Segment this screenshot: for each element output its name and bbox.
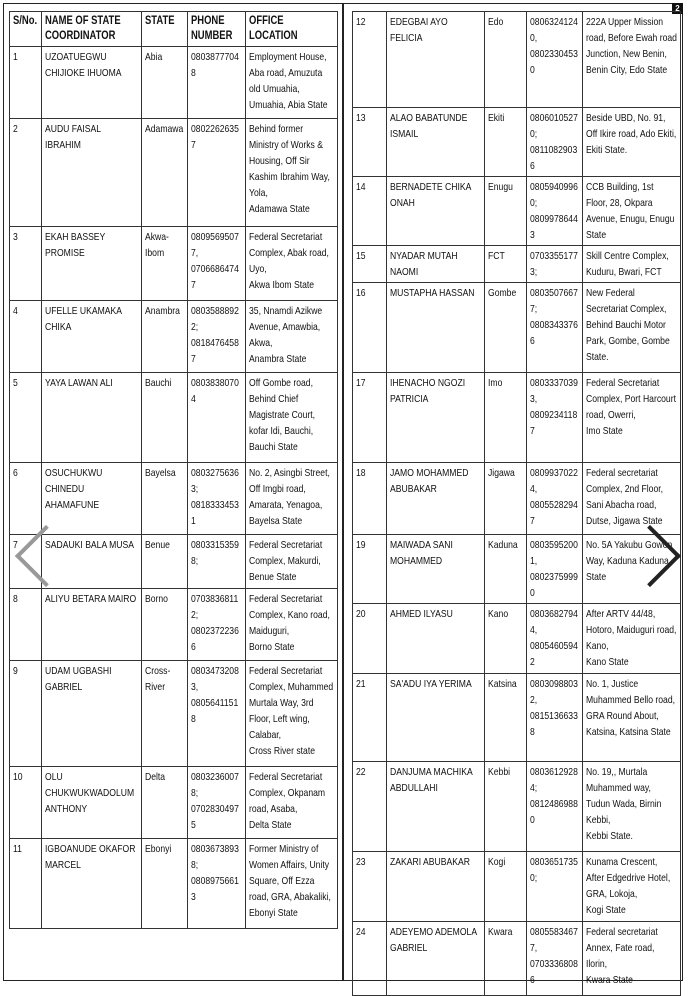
cell-state bbox=[142, 301, 188, 373]
office-text: 222A Upper Mission road, Before Ewah road Junction, New Benin, Benin City, Edo State bbox=[586, 16, 677, 76]
cell-name bbox=[42, 463, 142, 535]
cell-office bbox=[246, 767, 338, 839]
state-text: Abia bbox=[145, 51, 163, 63]
state-text: Ebonyi bbox=[145, 843, 172, 855]
office-text: Beside UBD, No. 91, Off Ikire road, Ado Ekiti, Ekiti State. bbox=[586, 112, 677, 156]
cell-name bbox=[387, 177, 485, 246]
cell-sno bbox=[353, 12, 387, 108]
cell-sno bbox=[353, 535, 387, 604]
cell-office bbox=[246, 301, 338, 373]
state-text: Cross-River bbox=[145, 665, 171, 693]
state-text: Enugu bbox=[488, 181, 513, 193]
name-text: AUDU FAISAL IBRAHIM bbox=[45, 123, 101, 151]
cell-office bbox=[583, 463, 681, 535]
cell-phone bbox=[527, 852, 583, 922]
cell-phone bbox=[527, 283, 583, 373]
office-text: No. 5A Yakubu Gowon Way, Kaduna Kaduna State bbox=[586, 539, 673, 583]
cell-name bbox=[387, 674, 485, 762]
cell-office bbox=[246, 839, 338, 929]
phone-text: 08035952001, 08023759990 bbox=[530, 539, 578, 599]
office-text: Federal Secretariat Complex, Abak road, Uyo, Akwa Ibom State bbox=[249, 231, 329, 291]
table-row bbox=[10, 119, 338, 227]
cell-state bbox=[485, 852, 527, 922]
cell-name bbox=[42, 373, 142, 463]
sno-text: 15 bbox=[356, 250, 366, 262]
cell-office bbox=[583, 604, 681, 674]
cell-state bbox=[142, 839, 188, 929]
page-number: 2 bbox=[672, 3, 683, 14]
cell-phone bbox=[188, 589, 246, 661]
cell-state bbox=[142, 767, 188, 839]
office-text: Federal secretariat Complex, 2nd Floor, Sani Abacha road, Dutse, Jigawa State bbox=[586, 467, 664, 527]
phone-text: 08036738938; 08089756613 bbox=[191, 843, 239, 903]
office-text: Skill Centre Complex, Kuduru, Bwari, FCT bbox=[586, 250, 669, 278]
state-text: Delta bbox=[145, 771, 166, 783]
name-text: ALIYU BETARA MAIRO bbox=[45, 593, 137, 605]
cell-name bbox=[42, 227, 142, 301]
cell-sno bbox=[10, 227, 42, 301]
table-row bbox=[10, 227, 338, 301]
cell-office bbox=[246, 589, 338, 661]
office-text: CCB Building, 1st Floor, 28, Okpara Avenue, Enugu, Enugu State bbox=[586, 181, 675, 241]
office-text: Federal Secretariat Complex, Port Harcourt road, Owerri, Imo State bbox=[586, 377, 676, 437]
name-text: SA'ADU IYA YERIMA bbox=[390, 678, 472, 690]
phone-text: 08038777048 bbox=[191, 51, 239, 79]
cell-office bbox=[583, 283, 681, 373]
cell-sno bbox=[353, 762, 387, 852]
phone-text: 08033370393, 08092341187 bbox=[530, 377, 578, 437]
cell-office bbox=[246, 373, 338, 463]
phone-text: 08032756363; 08183334531 bbox=[191, 467, 239, 527]
cell-phone bbox=[527, 762, 583, 852]
cell-sno bbox=[353, 177, 387, 246]
sno-text: 22 bbox=[356, 766, 366, 778]
name-text: UFELLE UKAMAKA CHIKA bbox=[45, 305, 122, 333]
name-text: UZOATUEGWU CHIJIOKE IHUOMA bbox=[45, 51, 122, 79]
cell-sno bbox=[10, 301, 42, 373]
sno-text: 16 bbox=[356, 287, 366, 299]
phone-text: 08099370224, 08055282947 bbox=[530, 467, 578, 527]
cell-name bbox=[42, 119, 142, 227]
cell-sno bbox=[10, 589, 42, 661]
cell-name bbox=[387, 852, 485, 922]
cell-office bbox=[583, 922, 681, 996]
table-row bbox=[353, 852, 681, 922]
cell-state bbox=[485, 373, 527, 463]
cell-office bbox=[583, 674, 681, 762]
sno-text: 19 bbox=[356, 539, 366, 551]
name-text: IHENACHO NGOZI PATRICIA bbox=[390, 377, 466, 405]
cell-state bbox=[142, 463, 188, 535]
table-row bbox=[10, 661, 338, 767]
cell-sno bbox=[353, 283, 387, 373]
cell-sno bbox=[353, 674, 387, 762]
office-text: Federal Secretariat Complex, Muhammed Murtala Way, 3rd Floor, Left wing, Calabar, Cross River state bbox=[249, 665, 334, 757]
cell-phone bbox=[527, 674, 583, 762]
cell-state bbox=[485, 922, 527, 996]
state-text: FCT bbox=[488, 250, 505, 262]
state-text: Katsina bbox=[488, 678, 517, 690]
state-text: Akwa-Ibom bbox=[145, 231, 169, 259]
name-text: MUSTAPHA HASSAN bbox=[390, 287, 475, 299]
cell-state bbox=[142, 119, 188, 227]
table-row bbox=[10, 301, 338, 373]
phone-text: 08036129284; 08124869880 bbox=[530, 766, 578, 826]
cell-name bbox=[387, 463, 485, 535]
phone-text: 08032360078; 07028304975 bbox=[191, 771, 239, 831]
phone-text: 07038368112; 08023722366 bbox=[191, 593, 239, 653]
phone-text: 08035076677; 08083433766 bbox=[530, 287, 578, 347]
cell-office bbox=[246, 47, 338, 119]
sno-text: 11 bbox=[13, 843, 22, 855]
cell-phone bbox=[188, 535, 246, 589]
sno-text: 12 bbox=[356, 16, 366, 28]
coordinators-table-left bbox=[9, 11, 338, 929]
state-text: Benue bbox=[145, 539, 170, 551]
cell-sno bbox=[353, 246, 387, 283]
name-text: DANJUMA MACHIKA ABDULLAHI bbox=[390, 766, 473, 794]
name-text: OSUCHUKWU CHINEDU AHAMAFUNE bbox=[45, 467, 103, 511]
table-row bbox=[353, 177, 681, 246]
sno-text: 13 bbox=[356, 112, 366, 124]
cell-name bbox=[387, 246, 485, 283]
cell-state bbox=[142, 227, 188, 301]
office-text: No. 19,, Murtala Muhammed way, Tudun Wada, Birnin Kebbi, Kebbi State. bbox=[586, 766, 662, 842]
table-row bbox=[353, 373, 681, 463]
name-text: ZAKARI ABUBAKAR bbox=[390, 856, 470, 868]
cell-phone bbox=[527, 922, 583, 996]
phone-text: 08059409960; 08099786443 bbox=[530, 181, 578, 241]
cell-sno bbox=[10, 47, 42, 119]
office-text: Kunama Crescent, After Edgedrive Hotel, GRA, Lokoja, Kogi State bbox=[586, 856, 671, 916]
table-header-row bbox=[10, 12, 338, 47]
cell-phone bbox=[188, 463, 246, 535]
coordinators-table-right bbox=[352, 11, 681, 996]
state-text: Kano bbox=[488, 608, 509, 620]
cell-name bbox=[387, 604, 485, 674]
cell-phone bbox=[188, 227, 246, 301]
office-text: New Federal Secretariat Complex, Behind Bauchi Motor Park, Gombe, Gombe State. bbox=[586, 287, 670, 363]
cell-phone bbox=[527, 177, 583, 246]
sno-text: 4 bbox=[13, 305, 18, 317]
table-row bbox=[10, 463, 338, 535]
cell-name bbox=[387, 373, 485, 463]
state-text: Borno bbox=[145, 593, 168, 605]
cell-phone bbox=[188, 661, 246, 767]
phone-text: 08055834677, 07033368086 bbox=[530, 926, 578, 986]
phone-text: 08034732083, 08056411518 bbox=[191, 665, 239, 725]
cell-name bbox=[387, 12, 485, 108]
state-text: Kogi bbox=[488, 856, 506, 868]
table-row bbox=[353, 108, 681, 177]
sno-text: 9 bbox=[13, 665, 18, 677]
cell-name bbox=[42, 661, 142, 767]
cell-state bbox=[485, 177, 527, 246]
header-name: NAME OF STATE COORDINATOR bbox=[42, 12, 142, 47]
table-row bbox=[353, 674, 681, 762]
cell-state bbox=[485, 283, 527, 373]
phone-text: 08033153598; bbox=[191, 539, 239, 567]
phone-text: 08036827944, 08054605942 bbox=[530, 608, 578, 668]
cell-name bbox=[42, 839, 142, 929]
name-text: EDEGBAI AYO FELICIA bbox=[390, 16, 448, 44]
office-text: No. 2, Asingbi Street, Off Imgbi road, Amarata, Yenagoa, Bayelsa State bbox=[249, 467, 330, 527]
cell-name bbox=[387, 535, 485, 604]
cell-phone bbox=[188, 47, 246, 119]
cell-office bbox=[583, 762, 681, 852]
cell-sno bbox=[10, 373, 42, 463]
cell-phone bbox=[188, 839, 246, 929]
cell-state bbox=[485, 246, 527, 283]
cell-state bbox=[142, 661, 188, 767]
office-text: Federal Secretariat Complex, Okpanam road, Asaba, Delta State bbox=[249, 771, 326, 831]
cell-sno bbox=[10, 767, 42, 839]
name-text: ALAO BABATUNDE ISMAIL bbox=[390, 112, 468, 140]
cell-name bbox=[42, 589, 142, 661]
phone-text: 08035888922; 08184764587 bbox=[191, 305, 239, 365]
cell-state bbox=[142, 535, 188, 589]
sno-text: 21 bbox=[356, 678, 366, 690]
sno-text: 23 bbox=[356, 856, 366, 868]
cell-state bbox=[142, 47, 188, 119]
cell-phone bbox=[188, 373, 246, 463]
table-row bbox=[353, 604, 681, 674]
office-text: 35, Nnamdi Azikwe Avenue, Amawbia, Akwa, Anambra State bbox=[249, 305, 323, 365]
name-text: AHMED ILYASU bbox=[390, 608, 453, 620]
cell-name bbox=[387, 762, 485, 852]
office-text: Behind former Ministry of Works & Housing, Off Sir Kashim Ibrahim Way, Yola, Adamawa State bbox=[249, 123, 330, 215]
table-row bbox=[353, 463, 681, 535]
name-text: YAYA LAWAN ALI bbox=[45, 377, 113, 389]
table-row bbox=[10, 47, 338, 119]
sno-text: 7 bbox=[13, 539, 18, 551]
cell-office bbox=[246, 463, 338, 535]
cell-phone bbox=[188, 767, 246, 839]
phone-text: 07033551773; bbox=[530, 250, 578, 278]
cell-name bbox=[42, 767, 142, 839]
state-text: Bayelsa bbox=[145, 467, 176, 479]
state-text: Edo bbox=[488, 16, 504, 28]
name-text: ADEYEMO ADEMOLA GABRIEL bbox=[390, 926, 477, 954]
cell-phone bbox=[527, 246, 583, 283]
sno-text: 10 bbox=[13, 771, 23, 783]
sno-text: 20 bbox=[356, 608, 366, 620]
cell-state bbox=[485, 463, 527, 535]
state-text: Kaduna bbox=[488, 539, 518, 551]
cell-sno bbox=[10, 839, 42, 929]
office-text: Employment House, Aba road, Amuzuta old Umuahia, Umuahia, Abia State bbox=[249, 51, 328, 111]
sno-text: 6 bbox=[13, 467, 18, 479]
phone-text: 08038380704 bbox=[191, 377, 239, 405]
cell-office bbox=[583, 177, 681, 246]
cell-sno bbox=[353, 922, 387, 996]
office-text: After ARTV 44/48, Hotoro, Maiduguri road, Kano, Kano State bbox=[586, 608, 677, 668]
name-text: UDAM UGBASHI GABRIEL bbox=[45, 665, 112, 693]
office-text: Federal secretariat Annex, Fate road, Ilorin, Kwara State bbox=[586, 926, 658, 986]
cell-phone bbox=[527, 604, 583, 674]
cell-office bbox=[246, 227, 338, 301]
table-row bbox=[353, 762, 681, 852]
cell-sno bbox=[10, 463, 42, 535]
cell-phone bbox=[527, 12, 583, 108]
table-row bbox=[353, 12, 681, 108]
header-state: STATE bbox=[142, 12, 188, 47]
table-row bbox=[10, 767, 338, 839]
cell-office bbox=[246, 661, 338, 767]
state-text: Adamawa bbox=[145, 123, 184, 135]
name-text: OLU CHUKWUKWADOLUM ANTHONY bbox=[45, 771, 135, 815]
cell-phone bbox=[527, 463, 583, 535]
cell-state bbox=[485, 674, 527, 762]
cell-office bbox=[246, 119, 338, 227]
state-text: Imo bbox=[488, 377, 503, 389]
cell-phone bbox=[188, 119, 246, 227]
sno-text: 24 bbox=[356, 926, 366, 938]
office-text: Off Gombe road, Behind Chief Magistrate Court, kofar Idi, Bauchi, Bauchi State bbox=[249, 377, 316, 453]
state-text: Kwara bbox=[488, 926, 513, 938]
name-text: SADAUKI BALA MUSA bbox=[45, 539, 135, 551]
cell-office bbox=[583, 852, 681, 922]
sno-text: 3 bbox=[13, 231, 18, 243]
table-row bbox=[353, 246, 681, 283]
cell-office bbox=[583, 12, 681, 108]
cell-name bbox=[387, 108, 485, 177]
cell-phone bbox=[527, 373, 583, 463]
cell-state bbox=[485, 108, 527, 177]
cell-state bbox=[142, 589, 188, 661]
cell-name bbox=[42, 301, 142, 373]
phone-text: 08036517350; bbox=[530, 856, 578, 884]
sno-text: 14 bbox=[356, 181, 366, 193]
cell-sno bbox=[10, 119, 42, 227]
state-text: Anambra bbox=[145, 305, 180, 317]
phone-text: 08063241240, 08023304530 bbox=[530, 16, 578, 76]
sno-text: 18 bbox=[356, 467, 366, 479]
cell-sno bbox=[10, 661, 42, 767]
cell-sno bbox=[353, 604, 387, 674]
cell-sno bbox=[353, 463, 387, 535]
cell-name bbox=[387, 283, 485, 373]
cell-office bbox=[583, 373, 681, 463]
cell-state bbox=[485, 535, 527, 604]
cell-sno bbox=[353, 373, 387, 463]
phone-text: 08095695077, 07066864747 bbox=[191, 231, 239, 291]
phone-text: 08030988032, 08151366338 bbox=[530, 678, 578, 738]
name-text: BERNADETE CHIKA ONAH bbox=[390, 181, 471, 209]
name-text: EKAH BASSEY PROMISE bbox=[45, 231, 106, 259]
cell-state bbox=[485, 604, 527, 674]
cell-phone bbox=[527, 108, 583, 177]
cell-state bbox=[485, 762, 527, 852]
cell-office bbox=[583, 108, 681, 177]
cell-office bbox=[246, 535, 338, 589]
table-row bbox=[10, 839, 338, 929]
header-sno: S/No. bbox=[10, 12, 42, 47]
table-row bbox=[10, 589, 338, 661]
state-text: Bauchi bbox=[145, 377, 172, 389]
sno-text: 8 bbox=[13, 593, 18, 605]
phone-text: 08022626357 bbox=[191, 123, 239, 151]
office-text: Federal Secretariat Complex, Makurdi, Benue State bbox=[249, 539, 323, 583]
cell-name bbox=[42, 47, 142, 119]
cell-name bbox=[387, 922, 485, 996]
cell-office bbox=[583, 246, 681, 283]
name-text: NYADAR MUTAH NAOMI bbox=[390, 250, 458, 278]
table-row bbox=[353, 283, 681, 373]
cell-phone bbox=[188, 301, 246, 373]
state-text: Kebbi bbox=[488, 766, 511, 778]
cell-sno bbox=[353, 108, 387, 177]
sno-text: 5 bbox=[13, 377, 18, 389]
table-row bbox=[353, 922, 681, 996]
state-text: Gombe bbox=[488, 287, 517, 299]
column-divider bbox=[342, 3, 344, 981]
cell-state bbox=[485, 12, 527, 108]
header-office: OFFICE LOCATION bbox=[246, 12, 338, 47]
sno-text: 1 bbox=[13, 51, 18, 63]
header-phone: PHONE NUMBER bbox=[188, 12, 246, 47]
name-text: JAMO MOHAMMED ABUBAKAR bbox=[390, 467, 469, 495]
sno-text: 17 bbox=[356, 377, 366, 389]
state-text: Ekiti bbox=[488, 112, 505, 124]
name-text: IGBOANUDE OKAFOR MARCEL bbox=[45, 843, 136, 871]
phone-text: 08060105270; 08110829036 bbox=[530, 112, 578, 172]
state-text: Jigawa bbox=[488, 467, 515, 479]
office-text: Former Ministry of Women Affairs, Unity Square, Off Ezza road, GRA, Abakaliki, Ebonyi State bbox=[249, 843, 331, 919]
office-text: Federal Secretariat Complex, Kano road, Maiduguri, Borno State bbox=[249, 593, 330, 653]
cell-state bbox=[142, 373, 188, 463]
office-text: No. 1, Justice Muhammed Bello road, GRA Round About, Katsina, Katsina State bbox=[586, 678, 676, 738]
cell-sno bbox=[353, 852, 387, 922]
sno-text: 2 bbox=[13, 123, 18, 135]
cell-phone bbox=[527, 535, 583, 604]
table-row bbox=[10, 373, 338, 463]
name-text: MAIWADA SANI MOHAMMED bbox=[390, 539, 453, 567]
